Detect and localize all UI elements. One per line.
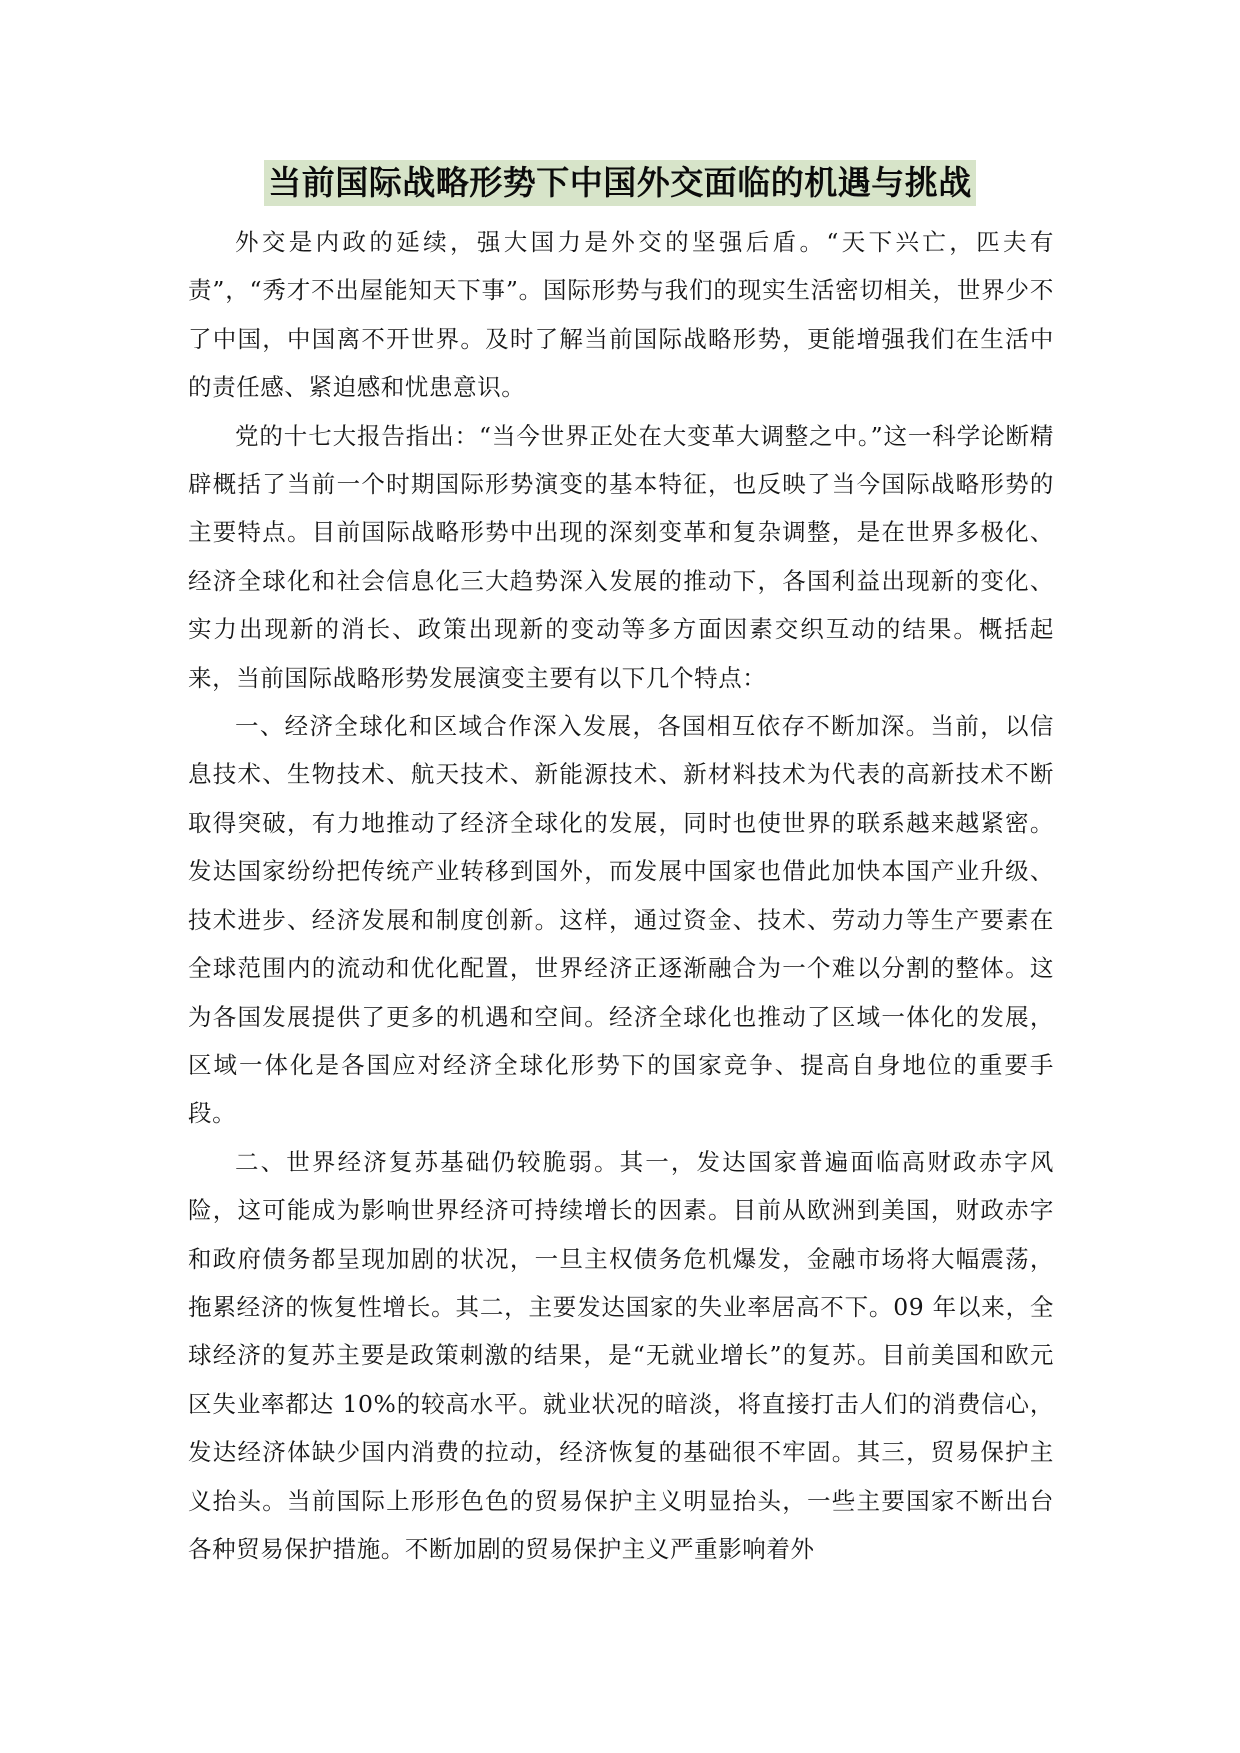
paragraph-intro: 外交是内政的延续，强大国力是外交的坚强后盾。“天下兴亡，匹夫有责”，“秀才不出屋能知天下事”。国际形势与我们的现实生活密切相关，世界少不了中国，中国离不开世界。及时了解当前国际战略形势，更能增强我们在生活中的责任感、紧迫感和忧患意识。	[188, 228, 1054, 402]
paragraph-report: 党的十七大报告指出：“当今世界正处在大变革大调整之中。”这一科学论断精辟概括了当前一个时期国际形势演变的基本特征，也反映了当今国际战略形势的主要特点。目前国际战略形势中出现的深刻变革和复杂调整，是在世界多极化、经济全球化和社会信息化三大趋势深入发展的推动下，各国利益出现新的变化、实力出现新的消长、政策出现新的变动等多方面因素交织互动的结果。概括起来，当前国际战略形势发展演变主要有以下几个特点：	[188, 421, 1054, 692]
document-body	[188, 218, 1054, 1573]
document-title: 当前国际战略形势下中国外交面临的机遇与挑战	[264, 160, 976, 206]
paragraph-point-two: 二、世界经济复苏基础仍较脆弱。其一，发达国家普遍面临高财政赤字风险，这可能成为影响世界经济可持续增长的因素。目前从欧洲到美国，财政赤字和政府债务都呈现加剧的状况，一旦主权债务危机爆发，金融市场将大幅震荡，拖累经济的恢复性增长。其二，主要发达国家的失业率居高不下。09 年以来，全球经济的复苏主要是政策刺激的结果，是“无就业增长”的复苏。目前美国和欧元区失业率都达 10%的较高水平。就业状况的暗淡，将直接打击人们的消费信心，发达经济体缺少国内消费的拉动，经济恢复的基础很不牢固。其三，贸易保护主义抬头。当前国际上形形色色的贸易保护主义明显抬头，一些主要国家不断出台各种贸易保护措施。不断加剧的贸易保护主义严重影响着外	[188, 1147, 1054, 1563]
title-container	[0, 160, 1240, 206]
paragraph-point-one: 一、经济全球化和区域合作深入发展，各国相互依存不断加深。当前，以信息技术、生物技术、航天技术、新能源技术、新材料技术为代表的高新技术不断取得突破，有力地推动了经济全球化的发展，同时也使世界的联系越来越紧密。发达国家纷纷把传统产业转移到国外，而发展中国家也借此加快本国产业升级、技术进步、经济发展和制度创新。这样，通过资金、技术、劳动力等生产要素在全球范围内的流动和优化配置，世界经济正逐渐融合为一个难以分割的整体。这为各国发展提供了更多的机遇和空间。经济全球化也推动了区域一体化的发展，区域一体化是各国应对经济全球化形势下的国家竞争、提高自身地位的重要手段。	[188, 712, 1054, 1128]
